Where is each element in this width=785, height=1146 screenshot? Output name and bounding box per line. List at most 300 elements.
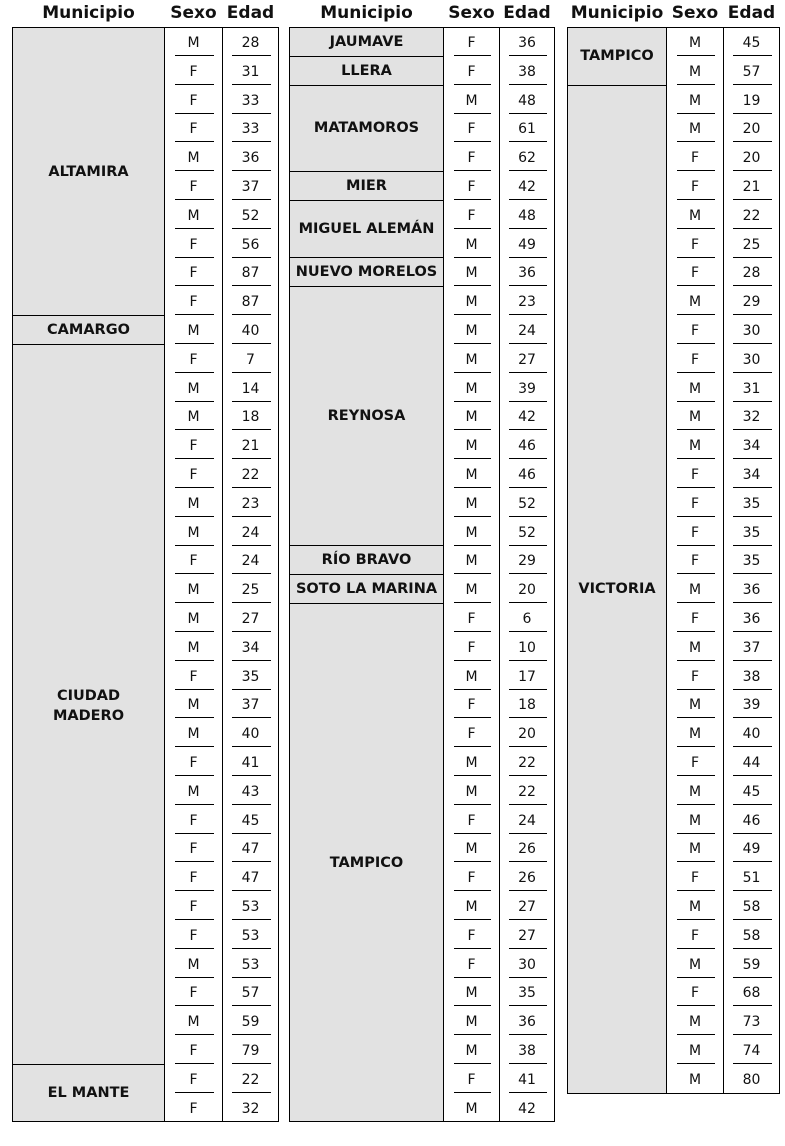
sexo-value: M xyxy=(688,899,702,915)
table-row xyxy=(444,747,555,776)
sexo-value: F xyxy=(690,150,700,167)
edad-value: 49 xyxy=(518,236,536,253)
sexo-value: F xyxy=(189,1071,198,1088)
table-row xyxy=(165,920,279,949)
edad-value: 45 xyxy=(241,812,260,829)
sexo-value: M xyxy=(688,639,702,656)
edad-value: 24 xyxy=(518,812,536,829)
table-row xyxy=(444,459,555,488)
table-row xyxy=(444,1006,555,1035)
municipio-name: RÍO BRAVO xyxy=(321,552,412,569)
table-row xyxy=(165,27,279,56)
column-header xyxy=(567,0,780,27)
table-row xyxy=(667,1006,780,1035)
sexo-value: M xyxy=(688,121,702,138)
table-row xyxy=(444,805,555,834)
table-row xyxy=(165,142,279,171)
edad-value: 79 xyxy=(241,1043,260,1059)
edad-value: 40 xyxy=(241,726,260,743)
table-row xyxy=(165,689,279,718)
sexo-value: M xyxy=(187,956,200,973)
sexo-value: M xyxy=(465,409,478,426)
table-row xyxy=(444,85,555,114)
edad-value: 23 xyxy=(241,495,260,512)
edad-value: 25 xyxy=(241,582,260,599)
table-row xyxy=(444,689,555,718)
table-row xyxy=(165,805,279,834)
edad-value: 30 xyxy=(742,323,761,339)
edad-value: 87 xyxy=(241,265,260,282)
sexo-value: M xyxy=(688,726,702,743)
table-row xyxy=(444,200,555,229)
table-row xyxy=(444,27,555,56)
edad-value: 35 xyxy=(742,495,761,512)
municipio-cell xyxy=(289,286,444,546)
sexo-value: F xyxy=(189,812,198,829)
edad-value: 68 xyxy=(742,985,761,1002)
municipio-cell xyxy=(289,257,444,287)
header-edad: Edad xyxy=(226,3,275,23)
sexo-value: F xyxy=(189,927,198,944)
edad-value: 29 xyxy=(518,553,536,570)
sexo-value: M xyxy=(187,409,200,426)
table-row xyxy=(444,603,555,632)
sexo-value: F xyxy=(189,351,198,368)
edad-value: 39 xyxy=(518,380,536,397)
table-row xyxy=(667,862,780,891)
table-row xyxy=(444,776,555,805)
table-row xyxy=(667,401,780,430)
municipio-name: JAUMAVE xyxy=(329,33,404,50)
municipio-name: VICTORIA xyxy=(578,581,656,598)
sexo-value: F xyxy=(189,1100,198,1117)
sexo-value: M xyxy=(688,380,702,397)
table-row xyxy=(667,920,780,949)
edad-value: 37 xyxy=(241,697,260,714)
sexo-value: F xyxy=(690,265,700,282)
edad-value: 59 xyxy=(241,1014,260,1031)
sexo-value: M xyxy=(187,495,200,512)
table-row xyxy=(667,977,780,1006)
edad-value: 20 xyxy=(742,121,761,138)
table-row xyxy=(444,949,555,978)
sexo-value: F xyxy=(690,611,700,627)
table-row xyxy=(444,891,555,920)
municipio-cell xyxy=(289,574,444,604)
sexo-value: M xyxy=(465,467,478,483)
edad-value: 41 xyxy=(518,1071,536,1088)
edad-value: 38 xyxy=(518,63,536,80)
municipio-name: CIUDAD MADERO xyxy=(52,688,125,725)
municipio-cell xyxy=(289,171,444,201)
column-header xyxy=(12,0,279,27)
edad-value: 53 xyxy=(241,956,260,973)
sexo-value: M xyxy=(688,438,702,455)
edad-value: 34 xyxy=(742,438,761,455)
edad-value: 35 xyxy=(241,668,260,685)
municipio-cell xyxy=(289,603,444,1122)
edad-value: 29 xyxy=(742,294,761,311)
table-row xyxy=(165,401,279,430)
sexo-value: M xyxy=(187,323,200,339)
table-row xyxy=(444,257,555,286)
edad-value: 58 xyxy=(742,927,761,944)
sexo-value: F xyxy=(189,92,198,109)
edad-value: 22 xyxy=(241,1071,260,1088)
edad-value: 52 xyxy=(518,524,536,541)
municipio-name: TAMPICO xyxy=(580,48,654,65)
edad-value: 30 xyxy=(518,956,536,973)
table-row xyxy=(444,920,555,949)
sexo-value: M xyxy=(465,1043,478,1059)
table-row xyxy=(165,286,279,315)
table-row xyxy=(165,949,279,978)
table-row xyxy=(667,286,780,315)
sexo-value: M xyxy=(688,409,702,426)
sexo-value: F xyxy=(189,467,198,483)
edad-value: 27 xyxy=(241,611,260,627)
table-row xyxy=(165,315,279,344)
edad-value: 59 xyxy=(742,956,761,973)
table-row xyxy=(444,977,555,1006)
edad-value: 47 xyxy=(241,870,260,887)
sexo-value: F xyxy=(467,956,476,973)
table-row xyxy=(444,488,555,517)
sexo-value: F xyxy=(189,755,198,771)
table-row xyxy=(165,344,279,373)
edad-value: 61 xyxy=(518,121,536,138)
edad-value: 35 xyxy=(518,985,536,1002)
table-row xyxy=(667,661,780,690)
edad-value: 42 xyxy=(518,409,536,426)
sexo-value: M xyxy=(688,582,702,599)
edad-value: 22 xyxy=(742,207,761,224)
table-row xyxy=(667,833,780,862)
table-row xyxy=(165,603,279,632)
sexo-value: M xyxy=(688,1043,702,1059)
table-row xyxy=(165,85,279,114)
edad-value: 74 xyxy=(742,1043,761,1059)
sexo-value: M xyxy=(465,524,478,541)
edad-value: 18 xyxy=(518,697,536,714)
edad-value: 7 xyxy=(246,351,255,368)
table-row xyxy=(667,200,780,229)
sexo-value: M xyxy=(465,668,478,685)
sexo-value: M xyxy=(187,639,200,656)
table-row xyxy=(165,661,279,690)
sexo-value: F xyxy=(467,639,476,656)
sexo-value: F xyxy=(189,841,198,858)
table-row xyxy=(667,171,780,200)
table-column-3 xyxy=(567,0,780,1146)
sexo-value: F xyxy=(189,294,198,311)
edad-value: 20 xyxy=(518,582,536,599)
edad-value: 34 xyxy=(742,467,761,483)
header-edad: Edad xyxy=(727,3,776,23)
edad-value: 33 xyxy=(241,92,260,109)
sexo-value: M xyxy=(187,524,200,541)
edad-value: 73 xyxy=(742,1014,761,1031)
table-row xyxy=(165,200,279,229)
edad-value: 42 xyxy=(518,179,536,195)
sexo-value: M xyxy=(688,1014,702,1031)
table-row xyxy=(165,1093,279,1122)
edad-value: 49 xyxy=(742,841,761,858)
edad-value: 36 xyxy=(518,265,536,282)
edad-value: 31 xyxy=(742,380,761,397)
sexo-value: M xyxy=(465,294,478,311)
sexo-value: F xyxy=(690,668,700,685)
sexo-value: M xyxy=(187,611,200,627)
sexo-value: M xyxy=(465,1100,478,1117)
table-row xyxy=(444,517,555,546)
table-row xyxy=(165,229,279,258)
edad-value: 45 xyxy=(742,35,761,51)
edad-value: 48 xyxy=(518,207,536,224)
sexo-value: F xyxy=(690,870,700,887)
edad-value: 58 xyxy=(742,899,761,915)
table-row xyxy=(667,603,780,632)
table-row xyxy=(444,344,555,373)
table-row xyxy=(165,488,279,517)
sexo-value: M xyxy=(187,582,200,599)
sexo-value: F xyxy=(690,755,700,771)
sexo-value: M xyxy=(688,294,702,311)
sexo-value: F xyxy=(467,150,476,167)
header-sexo: Sexo xyxy=(671,3,719,23)
sexo-value: F xyxy=(467,870,476,887)
sexo-value: M xyxy=(187,207,200,224)
sexo-value: F xyxy=(189,985,198,1002)
edad-value: 51 xyxy=(742,870,761,887)
table-row xyxy=(444,862,555,891)
municipio-name: NUEVO MORELOS xyxy=(295,264,438,281)
municipio-cell xyxy=(12,1064,165,1123)
sexo-value: F xyxy=(467,611,476,627)
edad-value: 38 xyxy=(518,1043,536,1059)
municipio-name: LLERA xyxy=(341,62,392,79)
sexo-value: M xyxy=(465,236,478,253)
table-row xyxy=(165,459,279,488)
table-row xyxy=(667,315,780,344)
sexo-value: M xyxy=(187,1014,200,1031)
sexo-value: F xyxy=(189,870,198,887)
table-row xyxy=(444,286,555,315)
edad-value: 30 xyxy=(742,351,761,368)
sexo-value: M xyxy=(465,841,478,858)
table-row xyxy=(444,315,555,344)
edad-value: 45 xyxy=(742,783,761,800)
table-row xyxy=(165,113,279,142)
table-row xyxy=(444,1064,555,1093)
edad-value: 36 xyxy=(241,150,260,167)
municipio-cell xyxy=(289,85,444,172)
municipio-cell xyxy=(289,56,444,86)
edad-value: 52 xyxy=(241,207,260,224)
table-row xyxy=(667,27,780,56)
sexo-value: F xyxy=(189,668,198,685)
sexo-value: F xyxy=(467,927,476,944)
sexo-value: F xyxy=(690,495,700,512)
sexo-value: F xyxy=(189,1043,198,1059)
sexo-value: M xyxy=(465,1014,478,1031)
edad-value: 40 xyxy=(742,726,761,743)
sexo-value: M xyxy=(465,553,478,570)
table-row xyxy=(165,977,279,1006)
table-row xyxy=(667,545,780,574)
header-edad: Edad xyxy=(503,3,551,23)
edad-value: 10 xyxy=(518,639,536,656)
edad-value: 14 xyxy=(241,380,260,397)
sexo-value: F xyxy=(189,899,198,915)
edad-value: 32 xyxy=(742,409,761,426)
table-row xyxy=(165,373,279,402)
table-row xyxy=(667,718,780,747)
sexo-value: F xyxy=(690,351,700,368)
table-row xyxy=(667,891,780,920)
edad-value: 48 xyxy=(518,92,536,109)
table-row xyxy=(444,171,555,200)
edad-value: 24 xyxy=(241,524,260,541)
municipio-cell xyxy=(289,27,444,57)
municipio-cell xyxy=(12,27,165,316)
edad-value: 46 xyxy=(518,467,536,483)
sexo-value: M xyxy=(688,35,702,51)
table-row xyxy=(165,257,279,286)
sexo-value: M xyxy=(465,755,478,771)
sexo-value: M xyxy=(688,697,702,714)
sexo-value: M xyxy=(465,351,478,368)
table-row xyxy=(165,574,279,603)
table-row xyxy=(165,517,279,546)
table-row xyxy=(667,430,780,459)
sexo-value: M xyxy=(688,63,702,80)
edad-value: 87 xyxy=(241,294,260,311)
edad-value: 46 xyxy=(518,438,536,455)
edad-value: 33 xyxy=(241,121,260,138)
edad-value: 22 xyxy=(518,783,536,800)
edad-value: 28 xyxy=(742,265,761,282)
sexo-value: F xyxy=(189,121,198,138)
municipio-cell xyxy=(567,27,667,86)
edad-value: 57 xyxy=(241,985,260,1002)
edad-value: 34 xyxy=(241,639,260,656)
sexo-value: F xyxy=(189,236,198,253)
edad-value: 27 xyxy=(518,899,536,915)
sexo-value: M xyxy=(187,726,200,743)
sexo-value: M xyxy=(465,582,478,599)
table-row xyxy=(165,56,279,85)
table-row xyxy=(667,56,780,85)
municipio-cell xyxy=(289,545,444,575)
sexo-value: M xyxy=(688,841,702,858)
table-row xyxy=(667,373,780,402)
sexo-value: M xyxy=(465,985,478,1002)
table-row xyxy=(165,1035,279,1064)
column-header xyxy=(289,0,555,27)
edad-value: 19 xyxy=(742,92,761,109)
table-row xyxy=(444,545,555,574)
sexo-value: F xyxy=(690,927,700,944)
table-row xyxy=(667,805,780,834)
edad-value: 22 xyxy=(518,755,536,771)
edad-value: 37 xyxy=(742,639,761,656)
table-row xyxy=(165,747,279,776)
table-row xyxy=(667,574,780,603)
municipio-name: EL MANTE xyxy=(47,1085,130,1102)
edad-value: 20 xyxy=(742,150,761,167)
sexo-value: F xyxy=(690,985,700,1002)
table-row xyxy=(444,401,555,430)
sexo-value: F xyxy=(467,121,476,138)
edad-value: 28 xyxy=(241,35,260,51)
edad-value: 57 xyxy=(742,63,761,80)
sexo-value: M xyxy=(465,92,478,109)
sexo-value: M xyxy=(465,783,478,800)
edad-value: 26 xyxy=(518,841,536,858)
table-row xyxy=(165,1006,279,1035)
edad-value: 24 xyxy=(241,553,260,570)
municipio-name: CAMARGO xyxy=(47,321,130,338)
sexo-value: M xyxy=(465,899,478,915)
table-column-1 xyxy=(12,0,279,1146)
edad-value: 42 xyxy=(518,1100,536,1117)
sexo-value: F xyxy=(467,179,476,195)
edad-value: 26 xyxy=(518,870,536,887)
header-municipio: Municipio xyxy=(320,3,413,23)
sexo-value: F xyxy=(467,1071,476,1088)
edad-value: 21 xyxy=(742,179,761,195)
municipio-name: SOTO LA MARINA xyxy=(295,581,438,598)
sexo-value: M xyxy=(465,495,478,512)
edad-value: 36 xyxy=(742,611,761,627)
edad-value: 37 xyxy=(241,179,260,195)
sexo-value: M xyxy=(688,783,702,800)
edad-value: 27 xyxy=(518,927,536,944)
table-row xyxy=(444,1093,555,1122)
edad-value: 46 xyxy=(742,812,761,829)
municipio-cell xyxy=(567,85,667,1094)
table-row xyxy=(165,833,279,862)
table-row xyxy=(444,1035,555,1064)
edad-value: 24 xyxy=(518,323,536,339)
table-row xyxy=(444,142,555,171)
sexo-value: F xyxy=(467,812,476,829)
sexo-value: F xyxy=(690,553,700,570)
edad-value: 27 xyxy=(518,351,536,368)
sexo-value: M xyxy=(688,1071,702,1088)
edad-value: 6 xyxy=(522,611,532,627)
sexo-value: M xyxy=(465,265,478,282)
sexo-value: M xyxy=(187,150,200,167)
table-row xyxy=(444,661,555,690)
table-row xyxy=(444,56,555,85)
edad-value: 40 xyxy=(241,323,260,339)
municipio-cell xyxy=(12,344,165,1065)
table-row xyxy=(165,862,279,891)
table-row xyxy=(444,632,555,661)
edad-value: 35 xyxy=(742,553,761,570)
sexo-value: M xyxy=(465,323,478,339)
table-row xyxy=(444,430,555,459)
municipio-name: MIGUEL ALEMÁN xyxy=(298,221,435,238)
table-row xyxy=(165,430,279,459)
sexo-value: F xyxy=(467,63,476,80)
sexo-value: M xyxy=(688,92,702,109)
edad-value: 18 xyxy=(241,409,260,426)
edad-value: 25 xyxy=(742,236,761,253)
table-row xyxy=(444,113,555,142)
